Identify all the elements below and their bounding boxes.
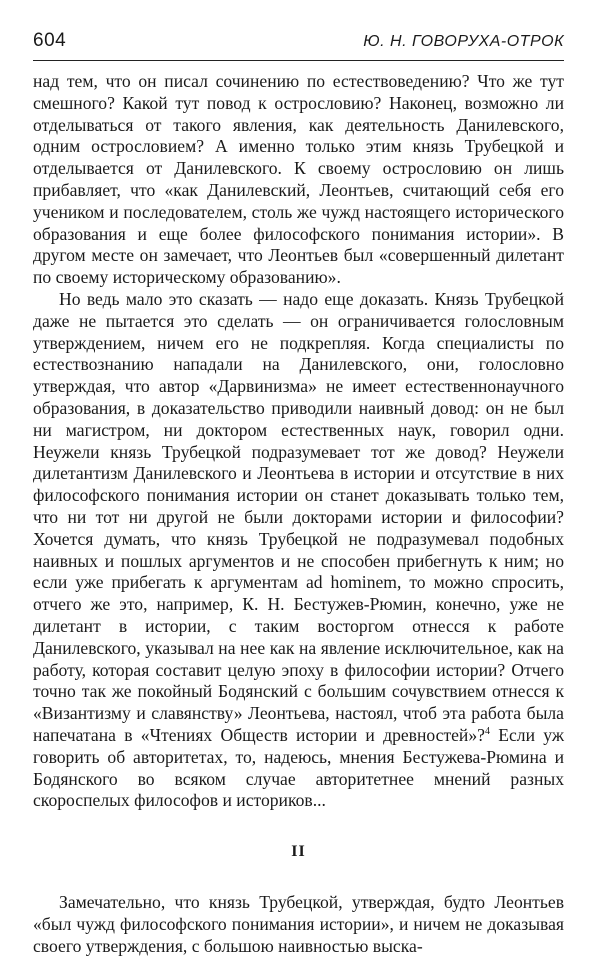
section-heading: II [291, 843, 306, 861]
body-text [33, 71, 564, 957]
paragraph-section-two: Замечательно, что князь Трубецкой, утверждая, будто Леонтьев «был чужд философского понимания истории», и ничем не доказывая своего утверждения, с большою наивностью выска- [33, 892, 564, 956]
running-head: Ю. Н. ГОВОРУХА-ОТРОК [363, 33, 564, 50]
paragraph-dilettantism [33, 289, 564, 812]
paragraph-continuation: над тем, что он писал сочинению по естествоведению? Что же тут смешного? Какой тут повод к острословию? Наконец, возможно ли отделываться от такого явления, как деятельность Данилевского, одним острословием? А именно только этим князь Трубецкой и отделывается от Данилевского. К своему острословию он лишь прибавляет, что «как Данилевский, Леонтьев, считающий себя его учеником и последователем, столь же чужд настоящего исторического образования и еще более философского понимания истории». В другом месте он замечает, что Леонтьев был «совершенный дилетант по своему историческому образованию». [33, 71, 564, 288]
page-number: 604 [33, 30, 67, 51]
header-rule [33, 60, 564, 61]
footnote-mark: 4 [484, 726, 490, 738]
paragraph-dilettantism-text: Но ведь мало это сказать — надо еще доказать. Князь Трубецкой даже не пытается это сделать — он ограничивается голословным утверждением, ничем его не подкрепляя. Когда специалисты по естествознанию нападали на Данилевского, они, голословно утверждая, что автор «Дарвинизма» не имеет естественнонаучного образования, в доказательство приводили наивный довод: он не был ни магистром, ни доктором естественных наук, говорил одни. Неужели князь Трубецкой подразумевает тот же довод? Неужели дилетантизм Данилевского и Леонтьева в истории и отсутствие в них философского понимания истории он станет доказывать только тем, что ни тот ни другой не были докторами истории и философии? Хочется думать, что князь Трубецкой не подразумевал подобных наивных и пошлых аргументов и не способен прибегнуть к ним; но если уже прибегать к аргументам ad hominem, то можно спросить, отчего же это, например, К. Н. Бестужев-Рюмин, конечно, уже не дилетант в истории, с таким восторгом отнесся к работе Данилевского, указывал на нее как на явление исключительное, как на работу, которая составит целую эпоху в философии истории? Отчего точно так же покойный Бодянский с большим сочувствием отнесся к «Византизму и славянству» Леонтьева, настоял, чтоб эта работа была напечатана в «Чтениях Обществ истории и древностей»? [33, 288, 564, 745]
document-page [33, 30, 564, 957]
page-header [33, 30, 564, 56]
paragraph-authorities-text: Если уж говорить об авторитетах, то, надеюсь, мнения Бестужева-Рюмина и Бодянского во всяком случае авторитетнее мнений разных скороспелых философов и историков... [33, 724, 564, 811]
